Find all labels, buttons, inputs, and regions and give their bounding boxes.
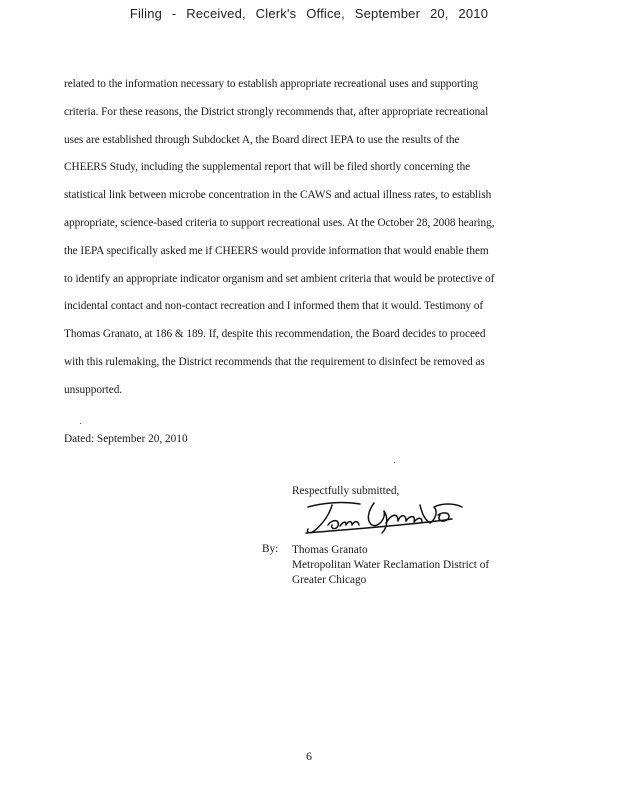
body-line: appropriate, science-based criteria to support recreational uses. At the October 28, 2008 hearing, bbox=[64, 216, 495, 229]
handwritten-signature bbox=[302, 495, 472, 540]
signer-org-line: Metropolitan Water Reclamation District of bbox=[292, 559, 490, 571]
scan-speck bbox=[80, 423, 81, 424]
by-label: By: bbox=[262, 543, 279, 555]
signer-org-line: Greater Chicago bbox=[292, 574, 367, 586]
body-line: incidental contact and non-contact recreation and I informed them that it would. Testimony of bbox=[64, 300, 484, 313]
filing-stamp-header: Filing - Received, Clerk's Office, September 20, 2010 bbox=[129, 6, 489, 21]
body-line: uses are established through Subdocket A, the Board direct IEPA to use the results of the bbox=[64, 133, 460, 146]
body-line: CHEERS Study, including the supplemental report that will be filed shortly concerning the bbox=[64, 161, 471, 174]
scan-speck bbox=[394, 462, 395, 463]
body-line: Thomas Granato, at 186 & 189. If, despite this recommendation, the Board decides to proceed bbox=[64, 328, 486, 341]
body-line: related to the information necessary to establish appropriate recreational uses and supporting bbox=[64, 78, 479, 90]
dated-line: Dated: September 20, 2010 bbox=[64, 433, 188, 445]
body-line: unsupported. bbox=[64, 383, 123, 396]
signer-name: Thomas Granato bbox=[292, 544, 368, 556]
body-line: with this rulemaking, the District recommends that the requirement to disinfect be removed as bbox=[64, 355, 485, 368]
body-line: statistical link between microbe concentration in the CAWS and actual illness rates, to establish bbox=[64, 189, 492, 202]
body-line: criteria. For these reasons, the District strongly recommends that, after appropriate recreational bbox=[64, 105, 489, 118]
signer-info bbox=[292, 543, 489, 588]
page-number: 6 bbox=[306, 749, 312, 763]
body-line: to identify an appropriate indicator organism and set ambient criteria that would be protective of bbox=[64, 272, 495, 285]
closing-text: Respectfully submitted, bbox=[292, 485, 400, 497]
body-paragraph bbox=[64, 71, 534, 405]
body-line: the IEPA specifically asked me if CHEERS would provide information that would enable them bbox=[64, 244, 489, 257]
